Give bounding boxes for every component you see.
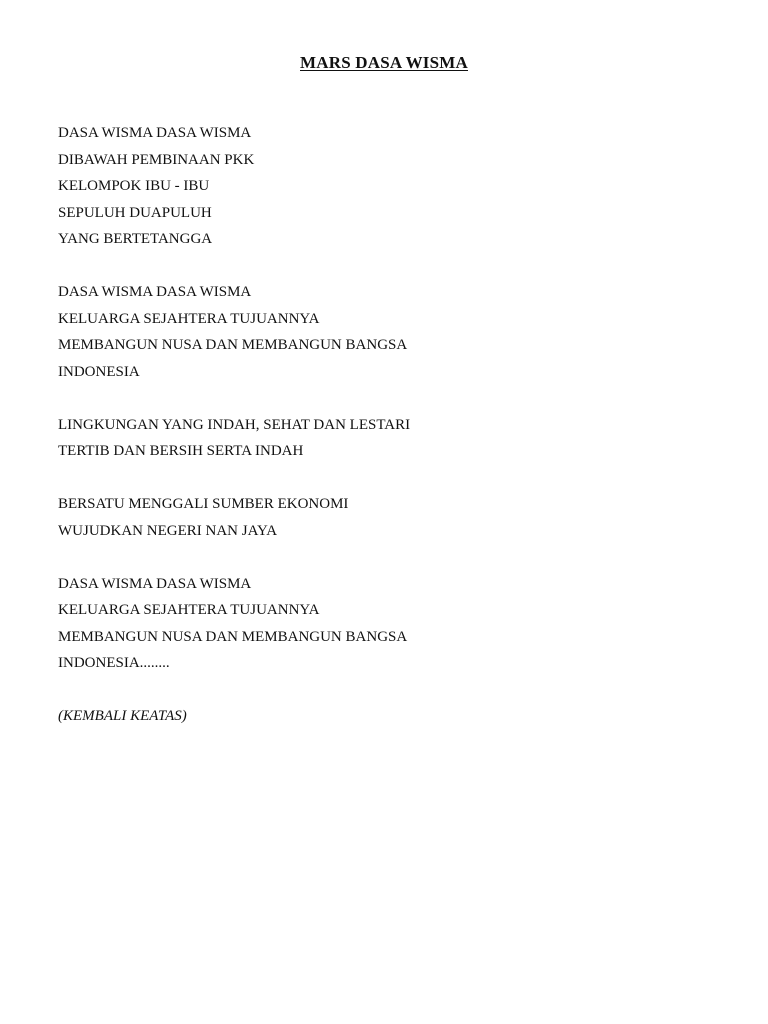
stanza-3 — [58, 412, 738, 465]
stanza-1 — [58, 120, 738, 253]
lyric-line: INDONESIA........ — [58, 655, 170, 671]
stanza-4 — [58, 491, 738, 544]
lyric-line: KELOMPOK IBU - IBU — [58, 178, 210, 194]
page-title — [0, 53, 768, 73]
page-title-text: MARS DASA WISMA — [300, 53, 468, 72]
lyrics-body — [58, 120, 738, 730]
lyric-line: YANG BERTETANGGA — [58, 231, 213, 247]
stanza-2 — [58, 279, 738, 385]
lyric-line: MEMBANGUN NUSA DAN MEMBANGUN BANGSA — [58, 337, 408, 353]
back-to-top-link[interactable]: (KEMBALI KEATAS) — [58, 708, 187, 724]
lyric-line: DASA WISMA DASA WISMA — [58, 284, 252, 300]
lyric-line: MEMBANGUN NUSA DAN MEMBANGUN BANGSA — [58, 628, 408, 645]
lyric-line: DASA WISMA DASA WISMA — [58, 575, 252, 592]
lyric-line: LINGKUNGAN YANG INDAH, SEHAT DAN LESTARI — [58, 416, 411, 433]
lyric-line: DASA WISMA DASA WISMA — [58, 125, 252, 141]
lyric-line: WUJUDKAN NEGERI NAN JAYA — [58, 522, 278, 539]
lyric-line: TERTIB DAN BERSIH SERTA INDAH — [58, 443, 304, 459]
lyric-line: SEPULUH DUAPULUH — [58, 204, 212, 221]
lyric-line: KELUARGA SEJAHTERA TUJUANNYA — [58, 310, 320, 327]
lyric-line: DIBAWAH PEMBINAAN PKK — [58, 151, 255, 168]
lyric-line: BERSATU MENGGALI SUMBER EKONOMI — [58, 496, 349, 512]
lyric-line: INDONESIA — [58, 363, 140, 380]
stanza-5 — [58, 571, 738, 677]
lyric-line: KELUARGA SEJAHTERA TUJUANNYA — [58, 602, 320, 618]
